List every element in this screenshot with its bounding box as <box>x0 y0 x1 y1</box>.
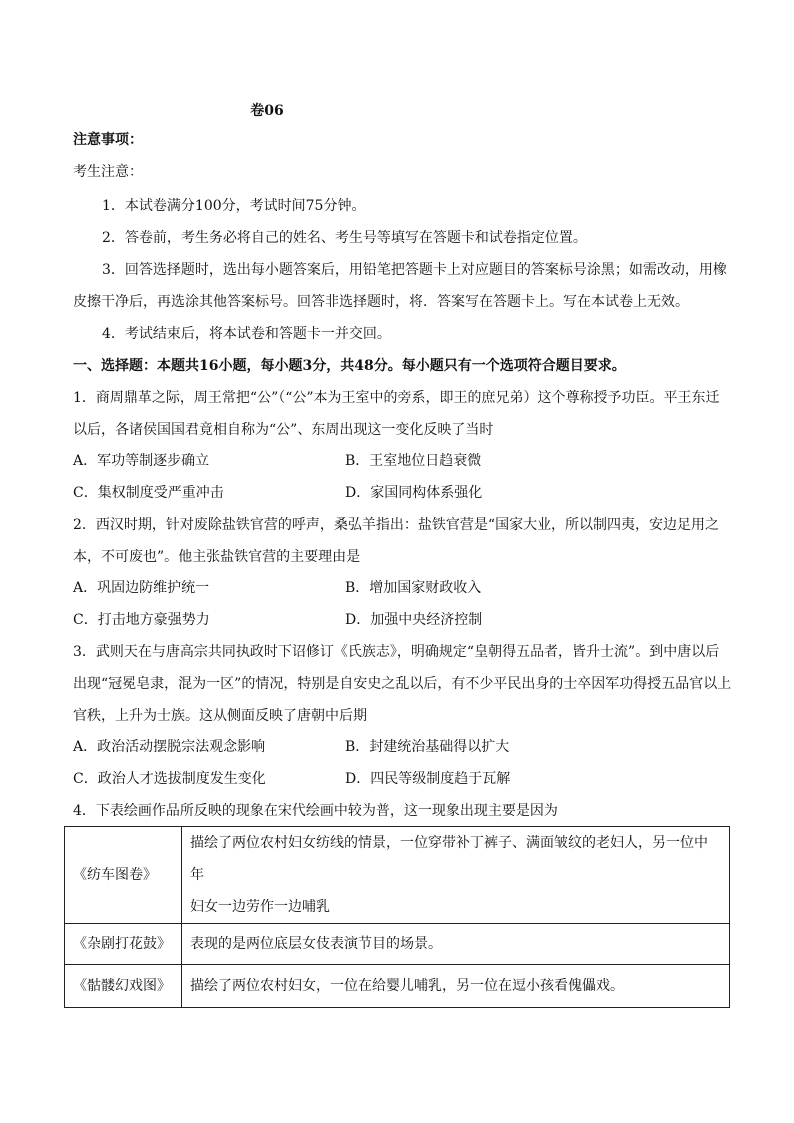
q2-option-b: B．增加国家财政收入 <box>345 580 482 596</box>
q3-stem-line-1: 3．武则天在与唐高宗共同执政时下诏修订《氏族志》，明确规定“皇朝得五品者，皆升士流”。到中唐以后 <box>73 644 720 660</box>
painting-name: 《杂剧打花鼓》 <box>65 924 182 965</box>
instruction-3: 3．回答选择题时，选出每小题答案后，用铅笔把答题卡上对应题目的答案标号涂黑；如需改动，用橡 <box>102 262 727 278</box>
table-row <box>65 965 730 1008</box>
q1-option-d: D．家国同构体系强化 <box>345 485 483 501</box>
description-line: 妇女一边劳作一边哺乳 <box>190 899 330 915</box>
instruction-4: 4．考试结束后，将本试卷和答题卡一并交回。 <box>102 326 391 342</box>
paintings-table <box>64 826 730 1008</box>
q2-stem-line-1: 2．西汉时期，针对废除盐铁官营的呼声，桑弘羊指出：盐铁官营是“国家大业，所以制四夷，安边足用之 <box>73 517 720 533</box>
q1-option-b: B．王室地位日趋衰微 <box>345 453 482 469</box>
paper-title: 卷06 <box>250 103 284 119</box>
section-heading: 一、选择题：本题共16小题，每小题3分，共48分。每小题只有一个选项符合题目要求。 <box>73 358 626 374</box>
q1-option-c: C．集权制度受严重冲击 <box>73 485 224 501</box>
candidate-note: 考生注意： <box>73 164 143 180</box>
q3-option-d: D．四民等级制度趋于瓦解 <box>345 771 511 787</box>
q2-stem-line-2: 本，不可废也”。他主张盐铁官营的主要理由是 <box>73 549 361 565</box>
q4-stem-line-1: 4．下表绘画作品所反映的现象在宋代绘画中较为普，这一现象出现主要是因为 <box>73 803 558 819</box>
notice-heading: 注意事项： <box>73 132 143 148</box>
painting-description <box>182 827 730 924</box>
painting-description: 描绘了两位农村妇女，一位在给婴儿哺乳，另一位在逗小孩看傀儡戏。 <box>182 965 730 1008</box>
table-row <box>65 924 730 965</box>
q1-option-a: A．军功等制逐步确立 <box>73 453 210 469</box>
painting-description: 表现的是两位底层女伎表演节目的场景。 <box>182 924 730 965</box>
q1-stem-line-2: 以后，各诸侯国国君竟相自称为“公”、东周出现这一变化反映了当时 <box>73 422 494 438</box>
painting-name: 《纺车图卷》 <box>65 827 182 924</box>
instruction-1: 1．本试卷满分100分，考试时间75分钟。 <box>102 198 366 214</box>
table-row <box>65 827 730 924</box>
q3-stem-line-3: 官秩，上升为士族。这从侧面反映了唐朝中后期 <box>73 708 367 724</box>
q2-option-c: C．打击地方豪强势力 <box>73 612 210 628</box>
q3-option-b: B．封建统治基础得以扩大 <box>345 739 510 755</box>
q3-option-c: C．政治人才选拔制度发生变化 <box>73 771 266 787</box>
instruction-3-cont: 皮擦干净后，再选涂其他答案标号。回答非选择题时，将．答案写在答题卡上。写在本试卷上无效。 <box>73 294 689 310</box>
q1-stem-line-1: 1．商周鼎革之际，周王常把“公”（“公”本为王室中的旁系，即王的庶兄弟）这个尊称授予功臣。平王东迁 <box>73 390 720 406</box>
painting-name: 《骷髅幻戏图》 <box>65 965 182 1008</box>
q3-stem-line-2: 出现“冠冕皂隶，混为一区”的情况，特别是自安史之乱以后，有不少平民出身的士卒因军功得授五品官以上 <box>73 676 732 692</box>
instruction-2: 2．答卷前，考生务必将自己的姓名、考生号等填写在答题卡和试卷指定位置。 <box>102 230 587 246</box>
q2-option-d: D．加强中央经济控制 <box>345 612 483 628</box>
q2-option-a: A．巩固边防维护统一 <box>73 580 210 596</box>
q3-option-a: A．政治活动摆脱宗法观念影响 <box>73 739 266 755</box>
description-line: 描绘了两位农村妇女纺线的情景，一位穿带补丁裤子、满面皱纹的老妇人，另一位中年 <box>190 835 708 883</box>
